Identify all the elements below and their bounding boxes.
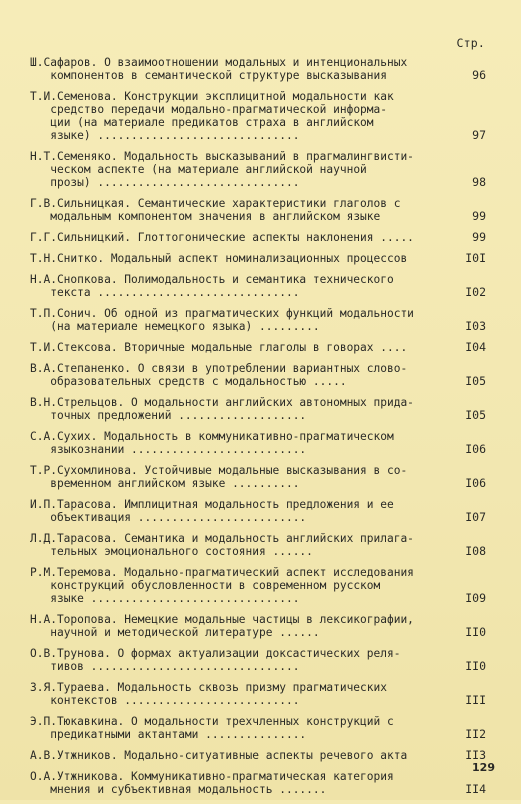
- toc-entry-text: Н.А.Снопкова. Полимодальность и семантика технического текста ..............................: [30, 273, 394, 299]
- toc-entry: [30, 464, 490, 490]
- toc-entry: [30, 430, 490, 456]
- toc-entry-text: В.Н.Стрельцов. О модальности английских автономных прида- точных предложений ...................: [30, 396, 414, 422]
- toc-entry-text: Т.Н.Снитко. Модальный аспект номинализационных процессов: [30, 252, 408, 265]
- toc-entry-page: 99: [472, 230, 486, 244]
- toc-entry-text: С.А.Сухих. Модальность в коммуникативно-прагматическом языкознании ..........................: [30, 430, 394, 456]
- toc-entry-page: 99: [472, 209, 486, 223]
- toc-entry-text: Ш.Сафаров. О взаимоотношении модальных и интенциональных компонентов в семантической структуре высказывания: [30, 56, 408, 82]
- toc-entry: [30, 715, 490, 741]
- toc-entry: [30, 566, 490, 605]
- toc-entry: [30, 90, 490, 142]
- toc-entry-page: II0: [465, 625, 486, 639]
- toc-entry-page: I02: [465, 285, 486, 299]
- toc-entry: [30, 613, 490, 639]
- toc-entry-text: Н.Т.Семеняко. Модальность высказываний в прагмалингвисти- ческом аспекте (на материале английской научной прозы) ..............................: [30, 150, 414, 189]
- toc-entry-text: Л.Д.Тарасова. Семантика и модальность английских прилага- тельных эмоционального состояния ......: [30, 532, 414, 558]
- table-of-contents: [30, 56, 490, 804]
- toc-entry-page: I09: [465, 591, 486, 605]
- toc-entry-text: А.В.Утжников. Модально-ситуативные аспекты речевого акта: [30, 749, 408, 762]
- toc-entry: [30, 273, 490, 299]
- toc-entry-text: Э.П.Тюкавкина. О модальности трехчленных конструкций с предикатными актантами ...............: [30, 715, 394, 741]
- toc-entry: [30, 362, 490, 388]
- toc-entry-page: 96: [472, 68, 486, 82]
- toc-entry: [30, 532, 490, 558]
- toc-entry-text: Г.Г.Сильницкий. Глоттогонические аспекты наклонения .....: [30, 231, 414, 244]
- toc-entry: [30, 749, 490, 762]
- toc-entry-page: III: [465, 693, 486, 707]
- toc-entry-page: I06: [465, 476, 486, 490]
- toc-entry-text: Т.Р.Сухомлинова. Устойчивые модальные высказывания в со- временном английском языке ..........: [30, 464, 408, 490]
- toc-entry-page: I08: [465, 544, 486, 558]
- toc-entry-text: И.П.Тарасова. Имплицитная модальность предложения и ее объективация .........................: [30, 498, 394, 524]
- toc-entry-text: Г.В.Сильницкая. Семантические характеристики глаголов с модальным компонентом значения в английском языке: [30, 197, 401, 223]
- toc-entry-text: Т.П.Сонич. Об одной из прагматических функций модальности (на материале немецкого языка) .........: [30, 307, 414, 333]
- toc-entry: [30, 681, 490, 707]
- toc-entry-page: I05: [465, 374, 486, 388]
- toc-entry-page: I05: [465, 408, 486, 422]
- toc-entry: [30, 770, 490, 796]
- toc-entry-text: Н.А.Торопова. Немецкие модальные частицы в лексикографии, научной и методической литературе ......: [30, 613, 414, 639]
- toc-entry-page: 98: [472, 175, 486, 189]
- toc-entry: [30, 498, 490, 524]
- page-number: 129: [472, 761, 495, 774]
- toc-entry-text: Т.И.Семенова. Конструкции эксплицитной модальности как средство передачи модально-прагматической информа- ции (на материале предикатов страха в английском языке) ..............................: [30, 90, 394, 142]
- toc-entry: [30, 197, 490, 223]
- toc-entry-page: II0: [465, 659, 486, 673]
- toc-entry-page: II3: [465, 748, 486, 762]
- toc-entry: [30, 307, 490, 333]
- toc-entry: [30, 252, 490, 265]
- pages-column-header: Стр.: [456, 36, 485, 50]
- toc-entry-page: I07: [465, 510, 486, 524]
- toc-entry-page: I03: [465, 319, 486, 333]
- toc-entry: [30, 56, 490, 82]
- toc-entry: [30, 231, 490, 244]
- toc-entry-text: З.Я.Тураева. Модальность сквозь призму прагматических контекстов ..........................: [30, 681, 387, 707]
- toc-entry-page: I04: [465, 340, 486, 354]
- toc-entry-text: О.В.Трунова. О формах актуализации доксастических реля- тивов ...............................: [30, 647, 401, 673]
- toc-entry-text: О.А.Утжникова. Коммуникативно-прагматическая категория мнения и субъективная модальность .......: [30, 770, 394, 796]
- toc-entry: [30, 150, 490, 189]
- toc-entry-page: I06: [465, 442, 486, 456]
- toc-entry-page: 97: [472, 128, 486, 142]
- toc-entry: [30, 647, 490, 673]
- toc-entry-page: II2: [465, 727, 486, 741]
- toc-entry-text: Т.И.Стексова. Вторичные модальные глаголы в говорах ....: [30, 341, 408, 354]
- toc-entry-page: II4: [465, 782, 486, 796]
- toc-entry-page: I0I: [465, 251, 486, 265]
- toc-entry-text: Р.М.Теремова. Модально-прагматический аспект исследования конструкций обусловленности в современном русском языке ...............................: [30, 566, 414, 605]
- toc-entry: [30, 396, 490, 422]
- toc-entry: [30, 341, 490, 354]
- toc-entry-text: В.А.Степаненко. О связи в употреблении вариантных слово- образовательных средств с модальностью .....: [30, 362, 408, 388]
